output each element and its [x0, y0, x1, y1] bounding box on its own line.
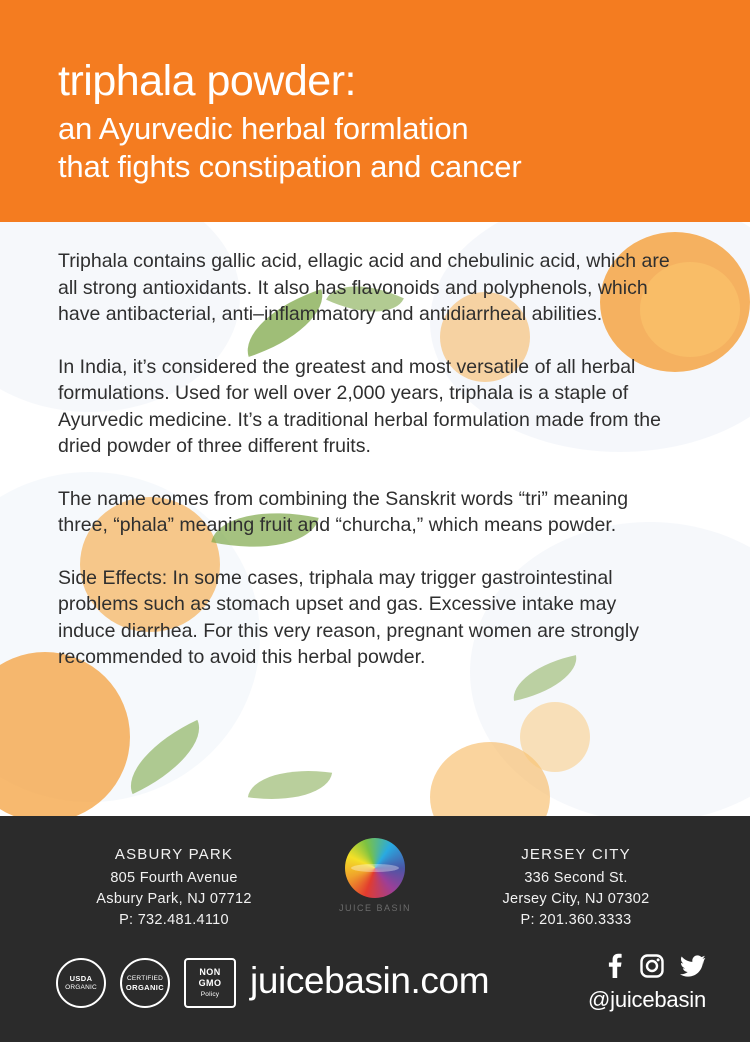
facebook-icon[interactable]	[604, 953, 624, 979]
location-jersey-city	[426, 844, 726, 931]
location-address-line2: Asbury Park, NJ 07712	[96, 891, 252, 907]
non-gmo-project-seal-icon	[184, 958, 236, 1008]
twitter-icon[interactable]	[680, 955, 706, 977]
location-address-line1: 805 Fourth Avenue	[110, 870, 238, 886]
seal-line2: ORGANIC	[125, 983, 165, 992]
instagram-icon[interactable]	[640, 954, 664, 978]
paragraph-2: In India, it’s considered the greatest and most versatile of all herbal formulations. Used for well over 2,000 years, triphala is a staple of Ayurvedic medicine. It’s a traditional herbal formulation made from the dried powder of three different fruits.	[58, 355, 661, 457]
seal-line3: Policy	[200, 990, 220, 998]
paragraph-3: The name comes from combining the Sanskrit words “tri” meaning three, “phala” meaning fruit and “churcha,” which means powder.	[58, 487, 629, 536]
location-city: ASBURY PARK	[114, 846, 234, 863]
article-body	[58, 248, 678, 671]
footer-bottom-row	[0, 942, 750, 1042]
logo-wordmark: JUICE BASIN	[338, 903, 411, 913]
seal-line2: GMO	[198, 977, 222, 988]
seal-line1: NON	[199, 966, 221, 977]
page-subtitle-line2: that fights constipation and cancer	[58, 149, 522, 184]
brand-logo	[320, 838, 430, 913]
seal-line1: USDA	[69, 974, 93, 983]
social-block	[588, 950, 706, 1013]
page-title: triphala powder:	[58, 57, 356, 105]
location-phone[interactable]: P: 732.481.4110	[119, 912, 229, 928]
footer	[0, 816, 750, 1042]
location-address-line1: 336 Second St.	[524, 870, 628, 886]
paragraph-4-side-effects: Side Effects: In some cases, triphala may trigger gastrointestinal problems such as stomach upset and gas. Excessive intake may induce diarrhea. For this very reason, pregnant women are strongly recommended to avoid this herbal powder.	[58, 566, 639, 668]
content-area	[0, 222, 750, 816]
location-asbury-park	[24, 844, 324, 931]
location-phone[interactable]: P: 201.360.3333	[520, 912, 632, 928]
social-handle[interactable]: @juicebasin	[588, 987, 706, 1012]
page-subtitle-line1: an Ayurvedic herbal formlation	[58, 111, 469, 146]
seal-line2: ORGANIC	[65, 984, 97, 991]
usda-organic-seal-icon	[56, 958, 106, 1008]
juice-basin-logo-icon	[345, 838, 405, 898]
certification-seals	[56, 958, 236, 1008]
paragraph-1: Triphala contains gallic acid, ellagic acid and chebulinic acid, which are all strong antioxidants. It also has flavonoids and polyphenols, which have antibacterial, anti–inflammatory and antidiarrheal abilities.	[58, 250, 670, 325]
location-city: JERSEY CITY	[521, 846, 631, 863]
seal-line1: CERTIFIED	[127, 975, 163, 982]
page-subtitle	[58, 110, 710, 186]
location-address-line2: Jersey City, NJ 07302	[502, 891, 650, 907]
header-banner	[0, 0, 750, 222]
certified-organic-seal-icon	[120, 958, 170, 1008]
website-url[interactable]: juicebasin.com	[250, 960, 490, 1001]
